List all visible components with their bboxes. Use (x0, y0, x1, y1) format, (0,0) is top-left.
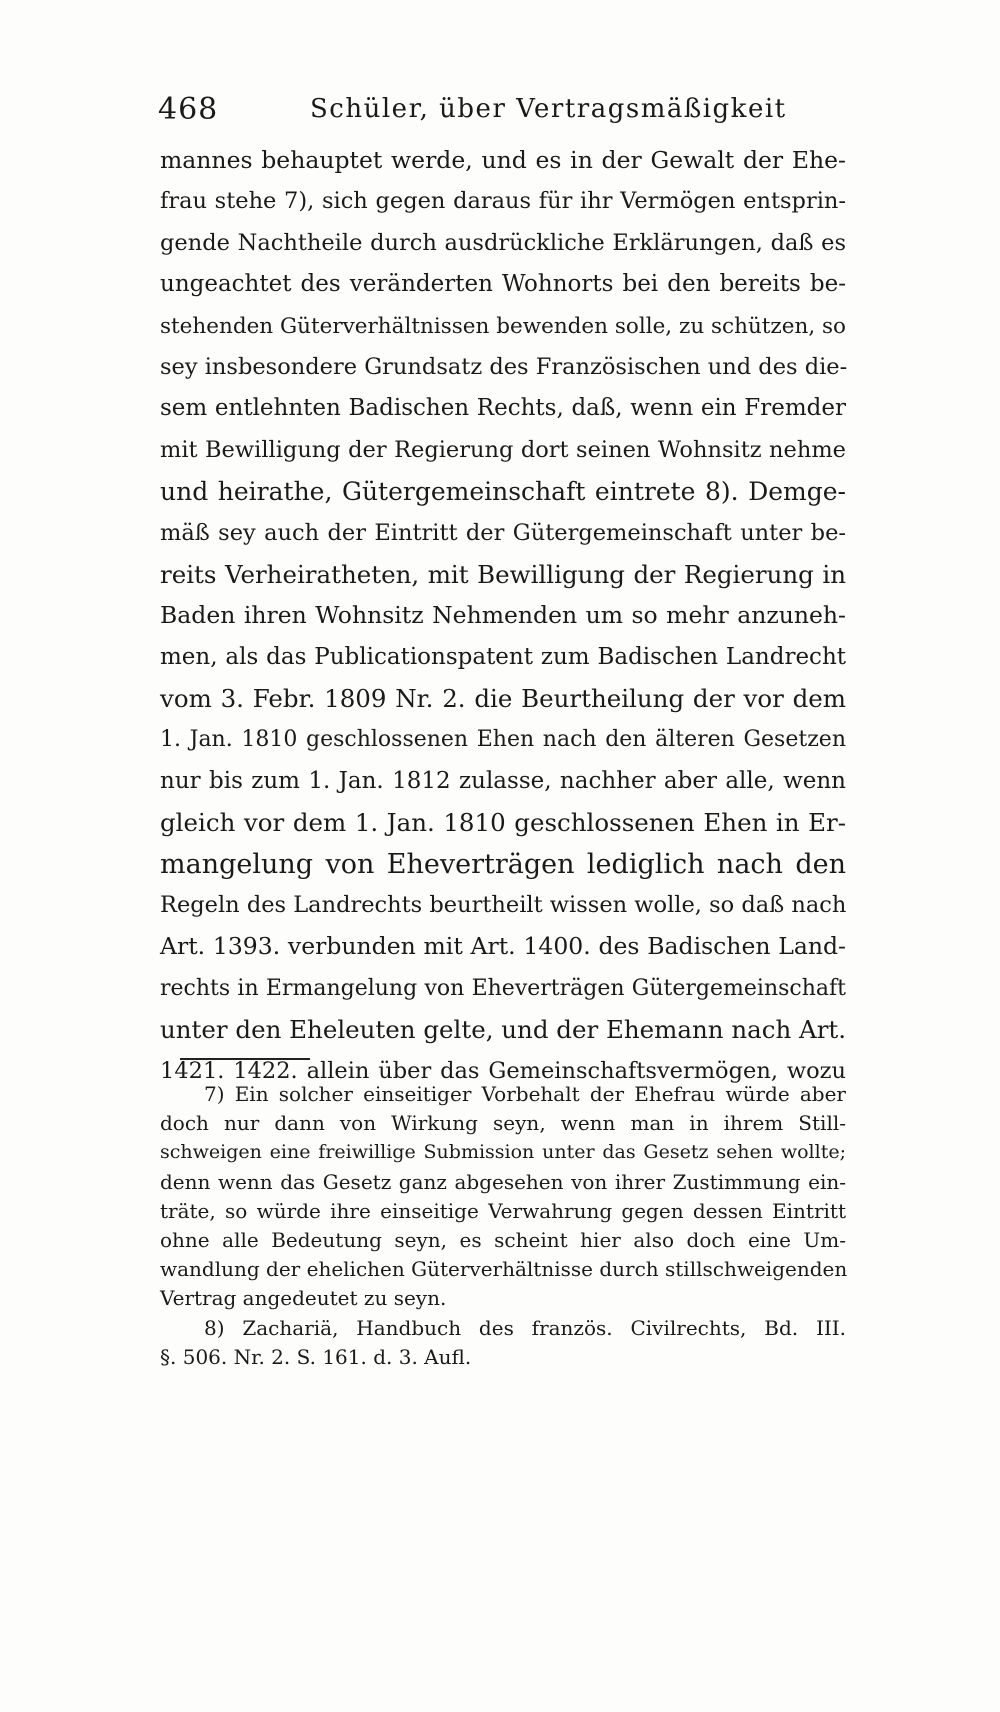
body-line: Regeln des Landrechts beurtheilt wissen wolle, so daß nach (160, 892, 847, 919)
footnote-rule (180, 1058, 310, 1060)
body-line: und heirathe, Gütergemeinschaft eintrete 8). Demge- (160, 477, 846, 507)
footnote-7-line: wandlung der ehelichen Güterverhältnisse durch stillschweigenden (160, 1257, 848, 1282)
body-line: nur bis zum 1. Jan. 1812 zulasse, nachher aber alle, wenn (160, 767, 846, 794)
footnotes (160, 1080, 846, 1372)
body-line: mit Bewilligung der Regierung dort seinen Wohnsitz nehme (160, 436, 846, 463)
body-line: mannes behauptet werde, und es in der Gewalt der Ehe- (160, 146, 846, 174)
footnote-7-line: ohne alle Bedeutung seyn, es scheint hier also doch eine Um- (160, 1227, 846, 1252)
body-line: 1421. 1422. allein über das Gemeinschaftsvermögen, wozu (160, 1057, 846, 1084)
footnote-8-line: 8) Zachariä, Handbuch des französ. Civilrechts, Bd. III. (204, 1315, 846, 1340)
body-line: gleich vor dem 1. Jan. 1810 geschlossenen Ehen in Er- (160, 808, 846, 838)
body-line: gende Nachtheile durch ausdrückliche Erklärungen, daß es (160, 229, 846, 256)
body-line: stehenden Güterverhältnissen bewenden solle, zu schützen, so (160, 313, 846, 339)
body-line: reits Verheiratheten, mit Bewilligung der Regierung in (160, 559, 846, 589)
footnote-7-line: Vertrag angedeutet zu seyn. (160, 1286, 447, 1311)
body-line: rechts in Ermangelung von Eheverträgen Gütergemeinschaft (160, 975, 846, 1001)
footnote-7-line: doch nur dann von Wirkung seyn, wenn man in ihrem Still- (160, 1111, 846, 1136)
footnote-8-line: §. 506. Nr. 2. S. 161. d. 3. Aufl. (160, 1344, 472, 1369)
body-line: vom 3. Febr. 1809 Nr. 2. die Beurtheilung der vor dem (160, 684, 846, 714)
body-line: unter den Eheleuten gelte, und der Ehemann nach Art. (160, 1015, 847, 1045)
body-line: sem entlehnten Badischen Rechts, daß, wenn ein Fremder (160, 395, 846, 422)
footnote-7-line: träte, so würde ihre einseitige Verwahrung gegen dessen Eintritt (160, 1198, 846, 1223)
body-line: Baden ihren Wohnsitz Nehmenden um so mehr anzuneh- (160, 601, 846, 630)
body-line: men, als das Publicationspatent zum Badischen Landrecht (160, 643, 846, 670)
footnote-7-line: 7) Ein solcher einseitiger Vorbehalt der Ehefrau würde aber (204, 1082, 846, 1106)
page-header (158, 92, 848, 132)
footnote-7-line: denn wenn das Gesetz ganz abgesehen von ihrer Zustimmung ein- (160, 1169, 846, 1194)
body-line: mäß sey auch der Eintritt der Gütergemeinschaft unter be- (160, 519, 846, 546)
body-text (160, 140, 846, 1092)
footnote-7-line: schweigen eine freiwillige Submission unter das Gesetz sehen wollte; (160, 1141, 846, 1164)
body-line: 1. Jan. 1810 geschlossenen Ehen nach den älteren Gesetzen (160, 727, 846, 753)
running-head: Schüler, über Vertragsmäßigkeit (310, 94, 787, 124)
body-line: ungeachtet des veränderten Wohnorts bei den bereits be- (160, 271, 846, 298)
body-line: frau stehe 7), sich gegen daraus für ihr Vermögen entsprin- (160, 188, 846, 215)
page-number: 468 (158, 92, 219, 127)
body-line: mangelung von Eheverträgen lediglich nach den (160, 848, 846, 880)
body-line: Art. 1393. verbunden mit Art. 1400. des Badischen Land- (160, 932, 846, 961)
body-line: sey insbesondere Grundsatz des Französischen und des die- (160, 353, 848, 380)
